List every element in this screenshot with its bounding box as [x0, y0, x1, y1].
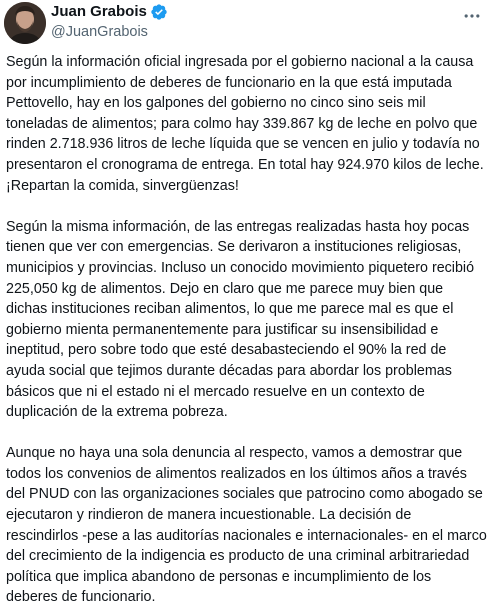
- text-line: Según la información oficial ingresada por el gobierno nacional a la causa: [6, 54, 474, 70]
- text-line: Pettovello, hay en los galpones del gobierno no cinco sino seis mil: [6, 95, 426, 112]
- text-line: deberes de funcionario.: [6, 589, 156, 606]
- text-line: del crecimiento de la indigencia es producto de una criminal arbitrariedad: [6, 548, 470, 565]
- verified-badge-icon: [150, 3, 168, 21]
- tweet-paragraph-3: [6, 443, 490, 608]
- text-line: municipios y provincias. Incluso un conocido movimiento piquetero recibió: [6, 259, 475, 276]
- text-line: 225,050 kg de alimentos. Dejo en claro que me parece muy bien que: [6, 280, 444, 297]
- more-horizontal-icon: [462, 6, 482, 26]
- text-line: básicos que ni el estado ni el mercado resuelve en un contexto de: [6, 383, 425, 400]
- author-handle[interactable]: @JuanGrabois: [51, 24, 148, 40]
- tweet-paragraph-2: [6, 217, 490, 423]
- text-line: rinden 2.718.936 litros de leche líquida que se vencen en julio y todavía no: [6, 136, 480, 153]
- tweet-header: [0, 0, 493, 52]
- text-line: todos los convenios de alimentos realizados en los últimos años a través: [6, 465, 467, 482]
- text-line: presentaron el cronograma de entrega. En total hay 924.970 kilos de leche.: [6, 156, 484, 173]
- text-line: rescindirlos -pese a las auditorías nacionales e internacionales- en el marco: [6, 527, 487, 544]
- text-line: ¡Repartan la comida, sinvergüenzas!: [6, 177, 239, 194]
- avatar-photo-icon: [4, 2, 46, 44]
- text-line: del PNUD con las organizaciones sociales que patrocino como abogado se: [6, 486, 483, 503]
- text-line: política que implica abandono de personas e incumplimiento de los: [6, 568, 432, 585]
- text-line: tienen que ver con emergencias. Se derivaron a instituciones religiosas,: [6, 239, 462, 256]
- author-line: [51, 2, 168, 22]
- text-line: gobierno mienta permanentemente para justificar su insensibilidad e: [6, 321, 439, 338]
- text-line: ejecutaron y rindieron de manera incuestionable. La decisión de: [6, 507, 412, 524]
- tweet-text: [6, 52, 490, 608]
- text-line: duplicación de la extrema pobreza.: [6, 404, 228, 421]
- author-name[interactable]: Juan Grabois: [51, 3, 147, 20]
- avatar[interactable]: [4, 2, 46, 44]
- more-options-button[interactable]: [459, 6, 485, 26]
- tweet-paragraph-1: [6, 52, 490, 196]
- text-line: toneladas de alimentos; para colmo hay 339.867 kg de leche en polvo que: [6, 115, 478, 132]
- text-line: ayuda social que tejimos durante décadas para abordar los problemas: [6, 362, 452, 379]
- text-line: por incumplimiento de deberes de funcionario en la que está imputada: [6, 74, 452, 91]
- text-line: Aunque no haya una sola denuncia al respecto, vamos a demostrar que: [6, 445, 463, 462]
- text-line: dichas instituciones reciban alimentos, lo que me parece mal es que el: [6, 301, 454, 318]
- text-line: ineptitud, pero sobre todo que esté desabasteciendo el 90% la red de: [6, 342, 447, 359]
- text-line: Según la misma información, de las entregas realizadas hasta hoy pocas: [6, 218, 470, 235]
